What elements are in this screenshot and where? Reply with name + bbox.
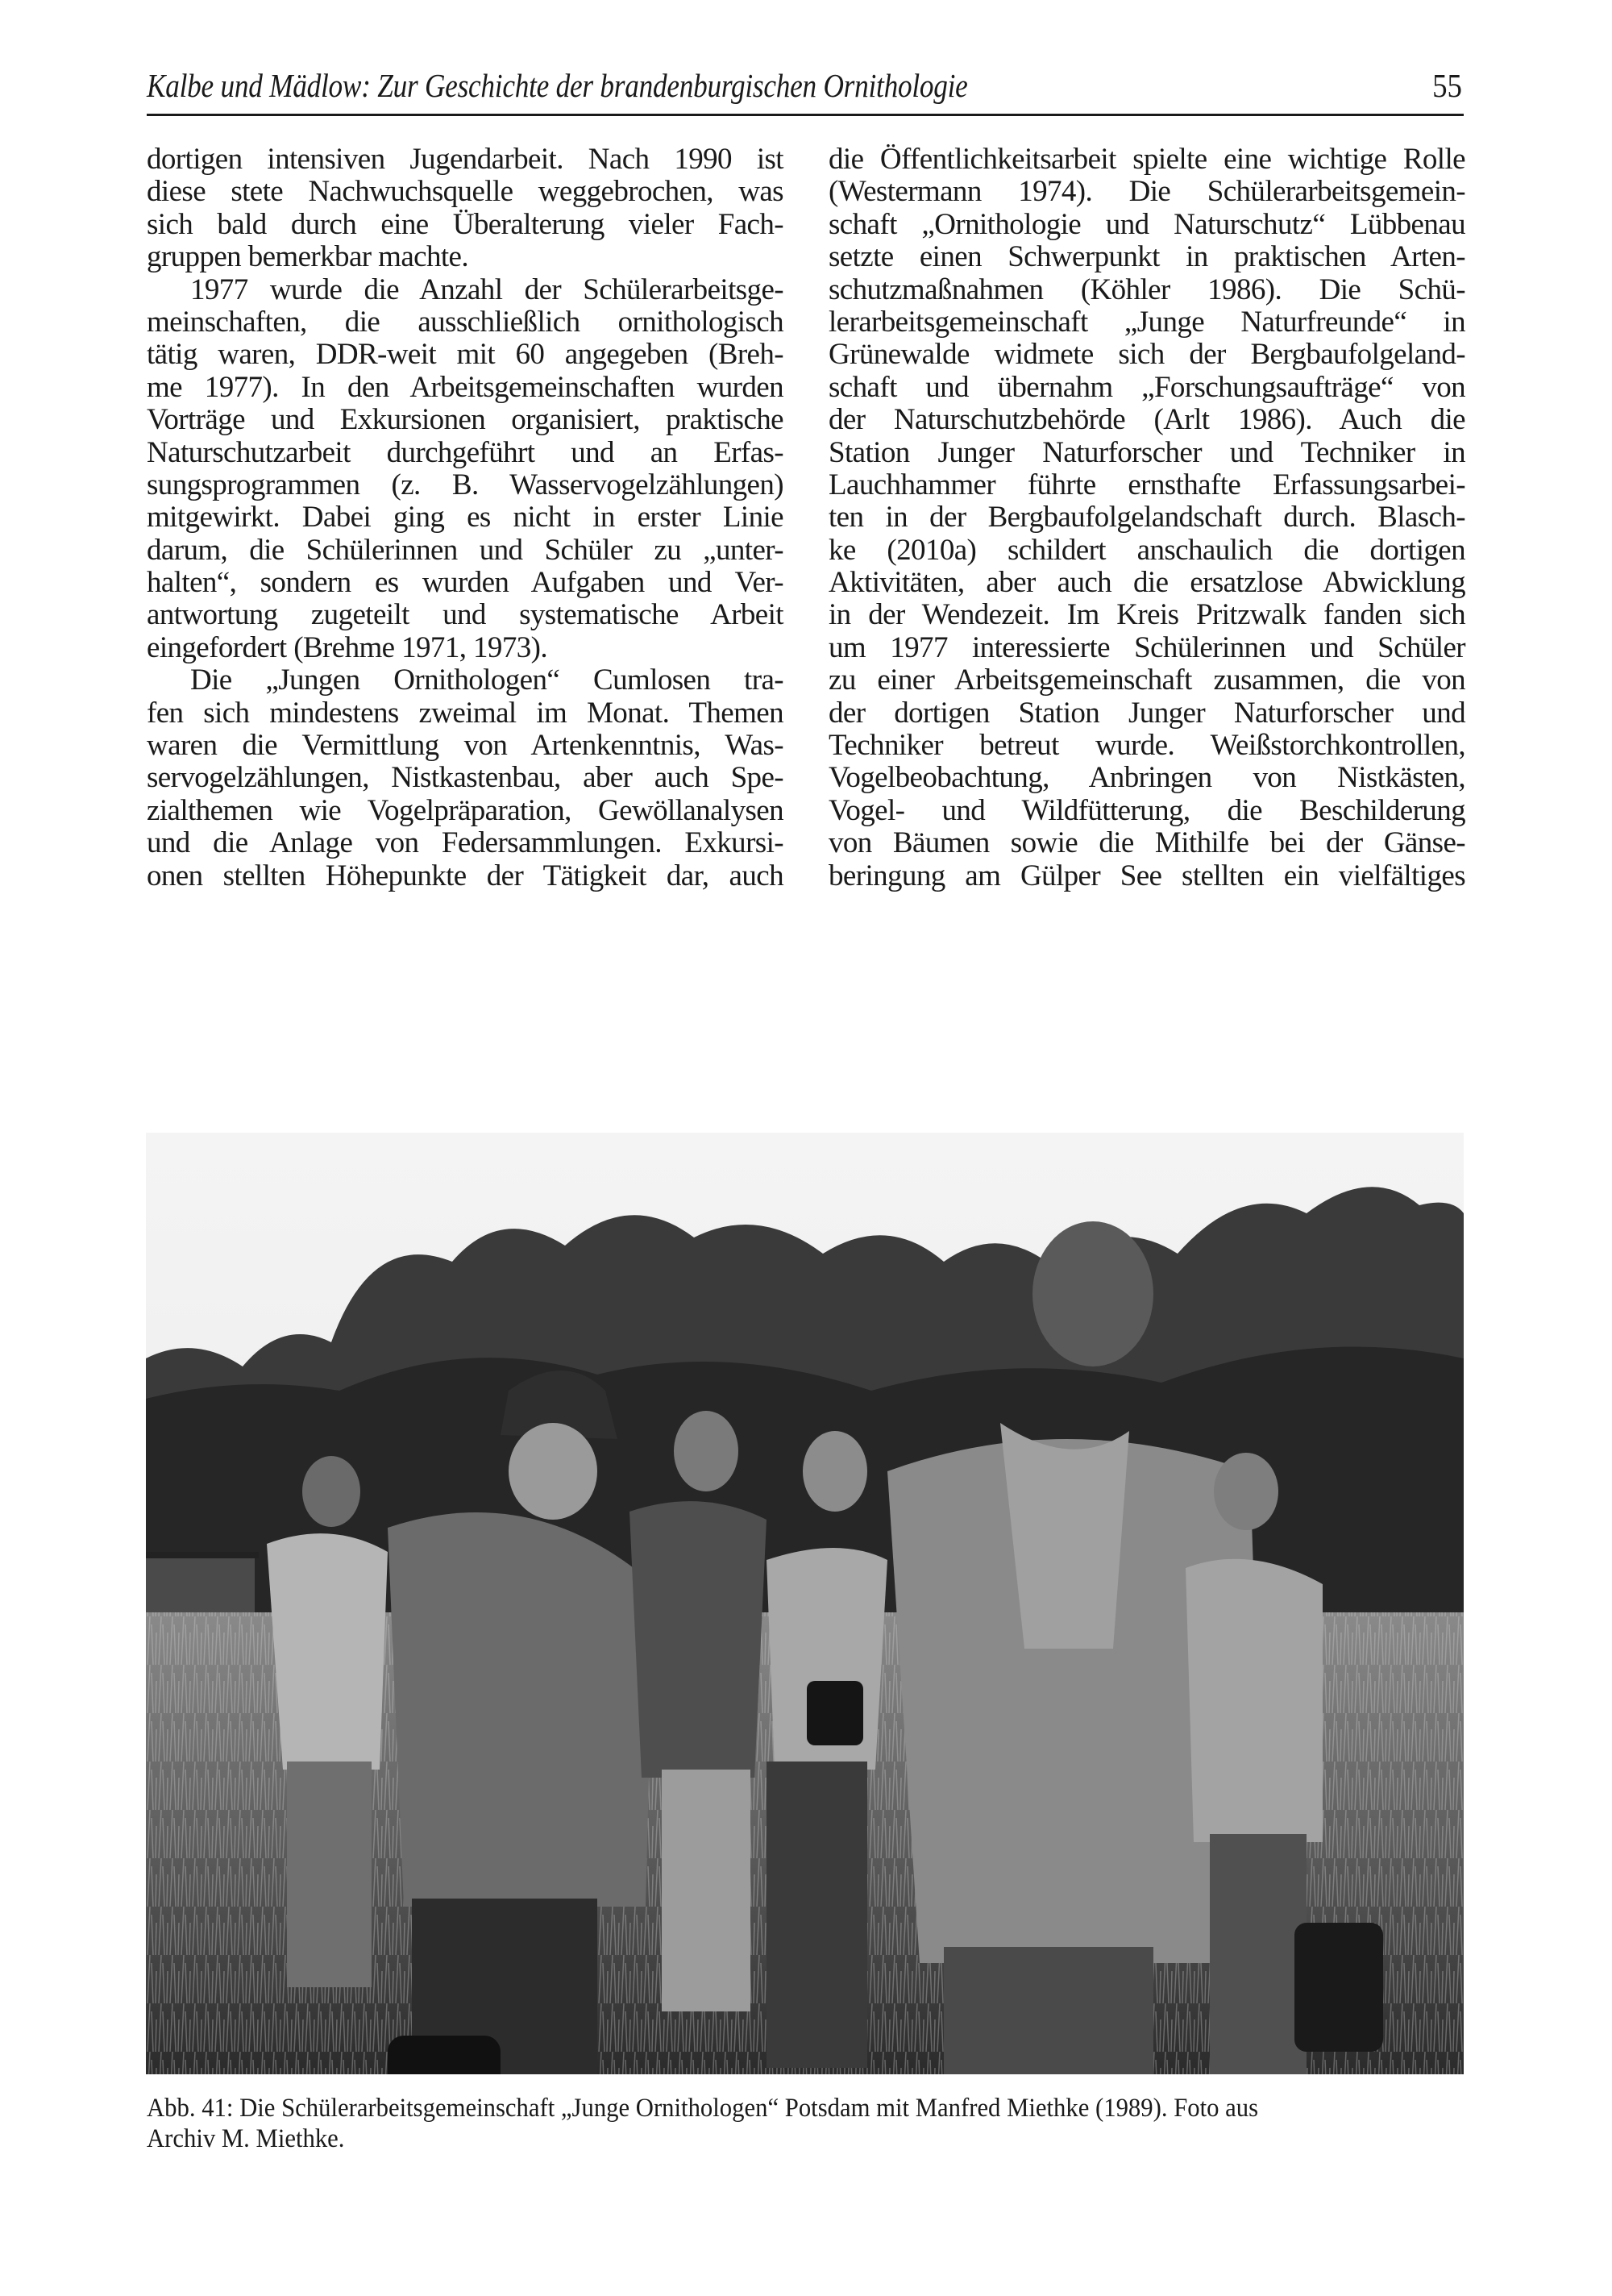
text-line: Aktivitäten, aber auch die ersatzlose Abwicklung [829,566,1465,600]
text-line: schaft „Ornithologie und Naturschutz“ Lübbenau [829,207,1465,241]
photo-image [146,1133,1464,2074]
text-line: servogelzählungen, Nistkastenbau, aber auch Spe- [147,761,783,795]
text-line: tätig waren, DDR-weit mit 60 angegeben (Breh- [147,338,783,372]
text-line: sich bald durch eine Überalterung vieler Fach- [147,207,783,241]
text-line: Grünewalde widmete sich der Bergbaufolgeland- [829,338,1465,372]
text-line: Naturschutzarbeit durchgeführt und an Erfas- [147,435,783,469]
text-line: mitgewirkt. Dabei ging es nicht in erster Linie [147,501,783,534]
text-line: Station Junger Naturforscher und Techniker in [829,435,1465,469]
text-line: von Bäumen sowie die Mithilfe bei der Gänse- [829,826,1465,860]
text-line: 1977 wurde die Anzahl der Schülerarbeitsge- [190,272,783,306]
text-line: beringung am Gülper See stellten ein vielfältiges [829,859,1465,892]
text-line: Lauchhammer führte ernsthafte Erfassungsarbei- [829,468,1465,501]
text-line: halten“, sondern es wurden Aufgaben und Ver- [147,566,783,600]
text-line: fen sich mindestens zweimal im Monat. Themen [147,696,783,730]
text-line: zu einer Arbeitsgemeinschaft zusammen, die von [829,663,1465,697]
text-line: Vogel- und Wildfütterung, die Beschilderung [829,793,1465,827]
running-head [147,60,1464,111]
text-line: der dortigen Station Junger Naturforscher und [829,696,1465,730]
text-line: setzte einen Schwerpunkt in praktischen Arten- [829,240,1465,274]
text-line: in der Wendezeit. Im Kreis Pritzwalk fanden sich [829,598,1465,632]
text-line: eingefordert (Brehme 1971, 1973). [147,630,548,664]
text-line: ten in der Bergbaufolgelandschaft durch. Blasch- [829,501,1465,534]
text-line: darum, die Schülerinnen und Schüler zu „unter- [147,533,783,567]
caption-line-1: Abb. 41: Die Schülerarbeitsgemeinschaft „Junge Ornithologen“ Potsdam mit Manfred Miethke (1989). Foto aus [147,2094,1259,2123]
text-line: Vogelbeobachtung, Anbringen von Nistkästen, [829,761,1465,795]
text-line: um 1977 interessierte Schülerinnen und Schüler [829,630,1465,664]
figure-photo [146,1133,1464,2074]
text-line: schutzmaßnahmen (Köhler 1986). Die Schü- [829,272,1465,306]
text-line: antwortung zugeteilt und systematische Arbeit [147,598,783,632]
text-line: zialthemen wie Vogelpräparation, Gewöllanalysen [147,793,783,827]
text-line: waren die Vermittlung von Artenkenntnis, Was- [147,729,783,763]
header-rule [147,114,1464,116]
text-line: der Naturschutzbehörde (Arlt 1986). Auch die [829,403,1465,437]
text-line: schaft und übernahm „Forschungsaufträge“ von [829,370,1465,404]
text-line: onen stellten Höhepunkte der Tätigkeit dar, auch [147,859,783,892]
text-line: sungsprogrammen (z. B. Wasservogelzählungen) [147,468,783,501]
text-line: meinschaften, die ausschließlich ornithologisch [147,305,783,339]
figure-caption [147,2093,1464,2154]
text-line: dortigen intensiven Jugendarbeit. Nach 1990 ist [147,143,783,176]
text-line: ke (2010a) schildert anschaulich die dortigen [829,533,1465,567]
text-line: me 1977). In den Arbeitsgemeinschaften wurden [147,370,783,404]
text-line: und die Anlage von Federsammlungen. Exkursi- [147,826,783,860]
text-line: diese stete Nachwuchsquelle weggebrochen, was [147,175,783,209]
text-line: Die „Jungen Ornithologen“ Cumlosen tra- [190,663,783,697]
left-column [147,144,783,892]
text-line: Techniker betreut wurde. Weißstorchkontrollen, [829,729,1465,763]
text-line: die Öffentlichkeitsarbeit spielte eine wichtige Rolle [829,143,1465,176]
text-line: lerarbeitsgemeinschaft „Junge Naturfreunde“ in [829,305,1465,339]
text-line: Vorträge und Exkursionen organisiert, praktische [147,403,783,437]
right-column [829,144,1465,892]
running-title: Kalbe und Mädlow: Zur Geschichte der brandenburgischen Ornithologie [147,67,968,104]
caption-line-2: Archiv M. Miethke. [147,2124,345,2153]
text-line: (Westermann 1974). Die Schülerarbeitsgemein- [829,175,1465,209]
text-line: gruppen bemerkbar machte. [147,240,469,274]
page-number: 55 [1432,67,1462,104]
